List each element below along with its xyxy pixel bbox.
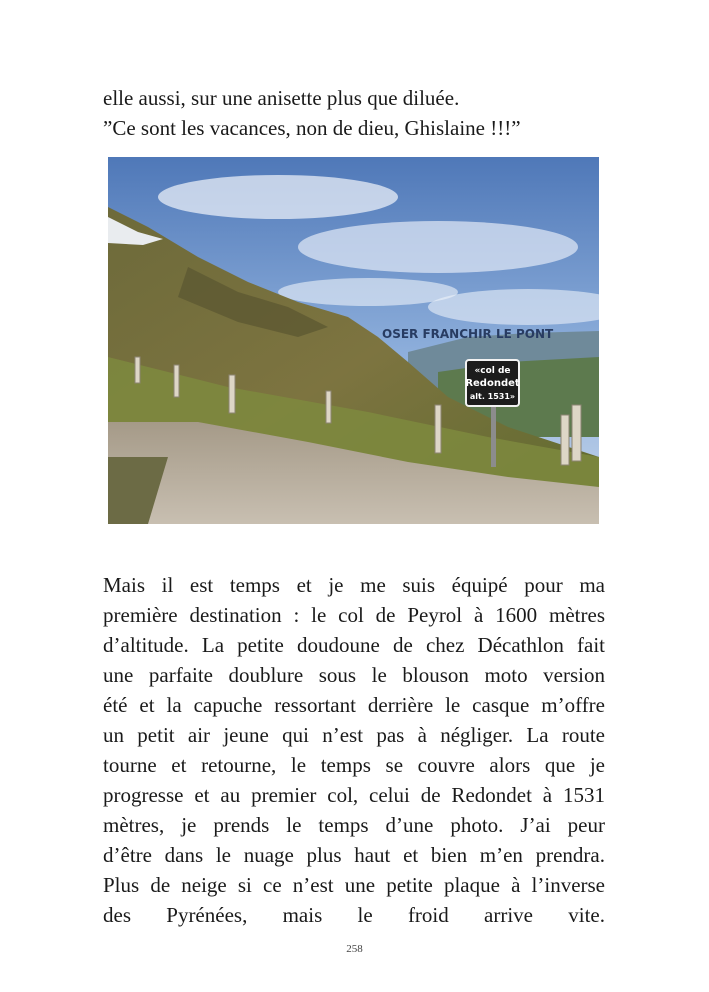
intro-line: elle aussi, sur une anisette plus que diluée. bbox=[103, 86, 460, 110]
paragraph-line: Plus de neige si ce n’est une petite plaque à l’inverse bbox=[103, 873, 605, 897]
paragraph-line: progresse et au premier col, celui de Redondet à 1531 bbox=[103, 783, 605, 807]
sign-line: Redondet bbox=[465, 378, 520, 389]
sign-line: «col de bbox=[474, 366, 511, 376]
paragraph-line: tourne et retourne, le temps se couvre alors que je bbox=[103, 753, 605, 777]
paragraph-line: un petit air jeune qui n’est pas à négliger. La route bbox=[103, 723, 605, 747]
body-paragraph bbox=[103, 570, 605, 930]
mountain-pass-photo bbox=[108, 157, 599, 524]
paragraph-line: des Pyrénées, mais le froid arrive vite. bbox=[103, 903, 605, 927]
page-number: 258 bbox=[346, 943, 363, 955]
paragraph-line: mètres, je prends le temps d’une photo. J’ai peur bbox=[103, 813, 605, 837]
paragraph-line: une parfaite doublure sous le blouson moto version bbox=[103, 663, 605, 687]
paragraph-line: première destination : le col de Peyrol à 1600 mètres bbox=[103, 603, 605, 627]
paragraph-line: été et la capuche ressortant derrière le casque m’offre bbox=[103, 693, 605, 717]
sign-line: alt. 1531» bbox=[469, 392, 516, 401]
paragraph-line: d’altitude. La petite doudoune de chez Décathlon fait bbox=[103, 633, 605, 657]
intro-line: ”Ce sont les vacances, non de dieu, Ghislaine !!!” bbox=[103, 116, 521, 140]
photo-overlay-text: OSER FRANCHIR LE PONT bbox=[382, 327, 554, 341]
paragraph-line: Mais il est temps et je me suis équipé pour ma bbox=[103, 573, 605, 597]
paragraph-line: d’être dans le nuage plus haut et bien m’en prendra. bbox=[103, 843, 605, 867]
